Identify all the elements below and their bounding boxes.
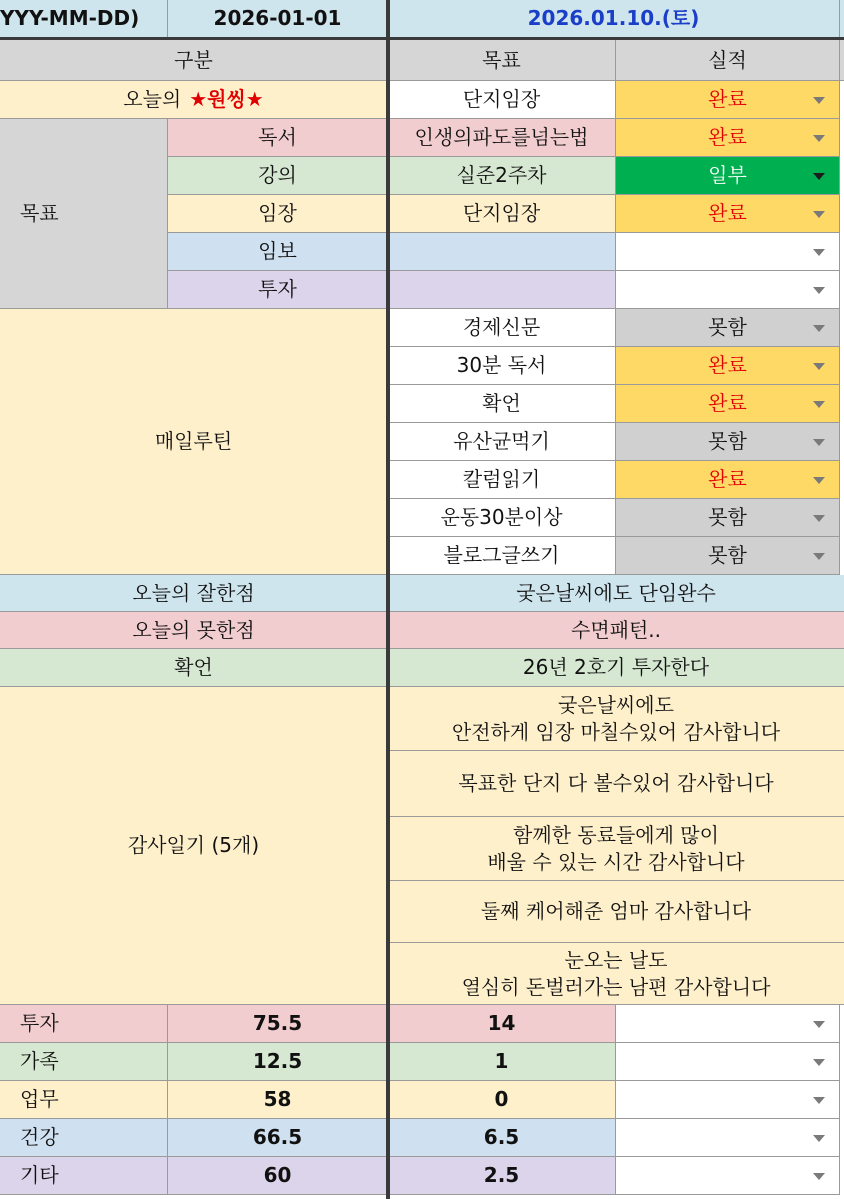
gratitude-entry-line: 목표한 단지 다 볼수있어 감사합니다 [458,771,774,795]
goal-target-label: 인생의파도를넘는법 [414,125,589,149]
total-value-label: 66.5 [252,1125,303,1149]
total-today-other[interactable] [388,1157,616,1195]
dropdown-arrow-icon[interactable] [813,287,825,294]
goal-name-site-visit[interactable] [168,195,388,233]
dropdown-arrow-icon[interactable] [813,553,825,560]
total-today-label: 14 [487,1011,516,1035]
good-point-label-cell[interactable] [0,575,388,612]
total-name-family[interactable] [0,1043,168,1081]
goal-target-label: 실준2주차 [456,163,547,187]
one-thing-label-cell[interactable] [0,81,388,119]
routine-status-label: 못함 [708,505,747,529]
routine-status-dropdown[interactable] [616,347,840,385]
total-name-label: 업무 [20,1087,59,1111]
affirmation-value-cell[interactable] [388,649,844,687]
total-name-invest[interactable] [0,1005,168,1043]
goal-target-site-visit[interactable] [388,195,616,233]
goal-status-label: 일부 [708,163,747,187]
current-date: 2026.01.10.(토) [527,6,700,30]
gratitude-entry-line: 열심히 돈벌러가는 남편 감사합니다 [461,974,771,999]
total-name-label: 기타 [20,1163,59,1187]
total-value-label: 75.5 [252,1011,303,1035]
total-name-health[interactable] [0,1119,168,1157]
dropdown-arrow-icon[interactable] [813,1097,825,1104]
freeze-pane-vertical-divider [386,0,390,1199]
routine-item-label: 칼럼읽기 [462,467,541,491]
gratitude-entry-line: 눈오는 날도 [564,947,668,972]
routine-status-label: 못함 [708,429,747,453]
dropdown-arrow-icon[interactable] [813,325,825,332]
goal-target-label: 단지임장 [462,201,541,225]
total-dropdown-work[interactable] [616,1081,840,1119]
start-date: 2026-01-01 [213,6,342,30]
routine-item[interactable] [388,309,616,347]
good-point-label: 오늘의 잘한점 [132,580,255,605]
gratitude-entry-line: 배울 수 있는 시간 감사합니다 [487,849,745,874]
total-name-label: 가족 [20,1049,59,1073]
dropdown-arrow-icon[interactable] [813,1173,825,1180]
total-dropdown-invest[interactable] [616,1005,840,1043]
one-thing-status: 완료 [708,87,747,111]
one-thing-goal: 단지임장 [462,87,541,111]
goal-name-label: 임장 [258,201,297,225]
gratitude-entry[interactable] [388,881,844,943]
total-today-label: 1 [494,1049,509,1073]
routine-item-label: 유산균먹기 [453,429,550,453]
total-name-other[interactable] [0,1157,168,1195]
routine-status-dropdown[interactable] [616,537,840,575]
goal-target-lecture[interactable] [388,157,616,195]
column-header-result[interactable] [616,40,840,81]
dropdown-arrow-icon[interactable] [813,211,825,218]
bad-point-value: 수면패턴.. [571,617,661,642]
routine-label-cell[interactable] [0,309,388,575]
bad-point-value-cell[interactable] [388,612,844,649]
total-today-work[interactable] [388,1081,616,1119]
total-value-label: 12.5 [252,1049,303,1073]
total-value-label: 60 [263,1163,292,1187]
bad-point-label-cell[interactable] [0,612,388,649]
routine-status-label: 못함 [708,315,747,339]
gratitude-entry[interactable] [388,943,844,1005]
dropdown-arrow-icon[interactable] [813,363,825,370]
goal-status-dropdown-lecture[interactable] [616,157,840,195]
total-name-label: 투자 [20,1011,59,1035]
total-today-label: 0 [494,1087,509,1111]
date-format-label: YYY-MM-DD) [0,6,140,30]
column-header-result-label: 실적 [708,47,747,72]
dropdown-arrow-icon[interactable] [813,439,825,446]
routine-status-dropdown[interactable] [616,499,840,537]
column-header-category-label: 구분 [174,47,213,72]
gratitude-entry-line: 궂은날씨에도 [558,692,674,717]
goal-status-dropdown-reading[interactable] [616,119,840,157]
freeze-pane-horizontal-divider [0,37,844,40]
gratitude-entry-line: 둘째 케어해준 엄마 감사합니다 [480,899,752,923]
gratitude-label: 감사일기 (5개) [127,833,260,857]
goals-section-label-cell[interactable] [0,119,168,309]
total-name-work[interactable] [0,1081,168,1119]
routine-item[interactable] [388,385,616,423]
total-value-invest[interactable] [168,1005,388,1043]
total-value-work[interactable] [168,1081,388,1119]
routine-status-dropdown[interactable] [616,385,840,423]
affirmation-value: 26년 2호기 투자한다 [522,655,710,679]
goal-status-label: 완료 [708,125,747,149]
routine-status-dropdown[interactable] [616,461,840,499]
one-thing-goal-cell[interactable] [388,81,616,119]
total-dropdown-family[interactable] [616,1043,840,1081]
routine-item[interactable] [388,499,616,537]
column-header-extra[interactable] [840,40,844,81]
good-point-value-cell[interactable] [388,575,844,612]
dropdown-arrow-icon[interactable] [813,515,825,522]
routine-item-label: 블로그글쓰기 [443,543,560,567]
total-today-family[interactable] [388,1043,616,1081]
total-today-invest[interactable] [388,1005,616,1043]
dropdown-arrow-icon[interactable] [813,173,825,180]
goal-name-label: 독서 [258,125,297,149]
dropdown-arrow-icon[interactable] [813,1059,825,1066]
routine-item-label: 30분 독서 [456,353,547,377]
goal-name-label: 강의 [258,163,297,187]
total-value-health[interactable] [168,1119,388,1157]
routine-item-label: 경제신문 [462,315,541,339]
total-value-label: 58 [263,1087,292,1111]
good-point-value: 궂은날씨에도 단임완수 [516,580,716,605]
column-header-goal[interactable] [388,40,616,81]
dropdown-arrow-icon[interactable] [813,477,825,484]
total-name-label: 건강 [20,1125,59,1149]
total-today-label: 2.5 [483,1163,520,1187]
bad-point-label: 오늘의 못한점 [132,617,255,642]
goal-status-dropdown-site-visit[interactable] [616,195,840,233]
routine-label: 매일루틴 [154,429,233,453]
routine-item[interactable] [388,423,616,461]
current-date-cell[interactable] [388,0,840,38]
routine-status-dropdown[interactable] [616,309,840,347]
goal-target-report[interactable] [388,233,616,271]
goal-name-label: 임보 [258,239,297,263]
gratitude-entry[interactable] [388,687,844,751]
routine-item[interactable] [388,347,616,385]
goal-name-report[interactable] [168,233,388,271]
affirmation-label: 확언 [174,655,213,679]
routine-item-label: 운동30분이상 [440,505,563,529]
affirmation-label-cell[interactable] [0,649,388,687]
goal-status-dropdown-invest[interactable] [616,271,840,309]
dropdown-arrow-icon[interactable] [813,97,825,104]
one-thing-status-dropdown[interactable] [616,81,840,119]
dropdown-arrow-icon[interactable] [813,1021,825,1028]
start-date-cell[interactable] [168,0,388,38]
one-thing-highlight: ★원씽★ [189,87,264,111]
date-format-cell[interactable] [0,0,168,38]
gratitude-entry[interactable] [388,751,844,817]
gratitude-label-cell[interactable] [0,687,388,1005]
routine-item[interactable] [388,537,616,575]
one-thing-prefix: 오늘의 [123,87,182,111]
total-value-other[interactable] [168,1157,388,1195]
goal-status-dropdown-report[interactable] [616,233,840,271]
column-header-goal-label: 목표 [482,47,521,72]
total-dropdown-other[interactable] [616,1157,840,1195]
routine-item-label: 확언 [482,391,521,415]
goal-name-invest[interactable] [168,271,388,309]
routine-status-dropdown[interactable] [616,423,840,461]
goal-name-lecture[interactable] [168,157,388,195]
routine-status-label: 완료 [708,467,747,491]
goal-name-label: 투자 [258,277,297,301]
goal-target-reading[interactable] [388,119,616,157]
total-value-family[interactable] [168,1043,388,1081]
goal-name-reading[interactable] [168,119,388,157]
gratitude-entry[interactable] [388,817,844,881]
total-today-label: 6.5 [483,1125,520,1149]
gratitude-entry-line: 함께한 동료들에게 많이 [513,822,719,847]
routine-status-label: 못함 [708,543,747,567]
gratitude-entry-line: 안전하게 임장 마칠수있어 감사합니다 [451,719,781,744]
total-dropdown-health[interactable] [616,1119,840,1157]
routine-item[interactable] [388,461,616,499]
dropdown-arrow-icon[interactable] [813,401,825,408]
dropdown-arrow-icon[interactable] [813,249,825,256]
goals-section-label: 목표 [20,201,59,225]
total-today-health[interactable] [388,1119,616,1157]
goal-target-invest[interactable] [388,271,616,309]
dropdown-arrow-icon[interactable] [813,135,825,142]
routine-status-label: 완료 [708,391,747,415]
dropdown-arrow-icon[interactable] [813,1135,825,1142]
header-extra-cell[interactable] [840,0,844,38]
column-header-category[interactable] [0,40,388,81]
goal-status-label: 완료 [708,201,747,225]
routine-status-label: 완료 [708,353,747,377]
